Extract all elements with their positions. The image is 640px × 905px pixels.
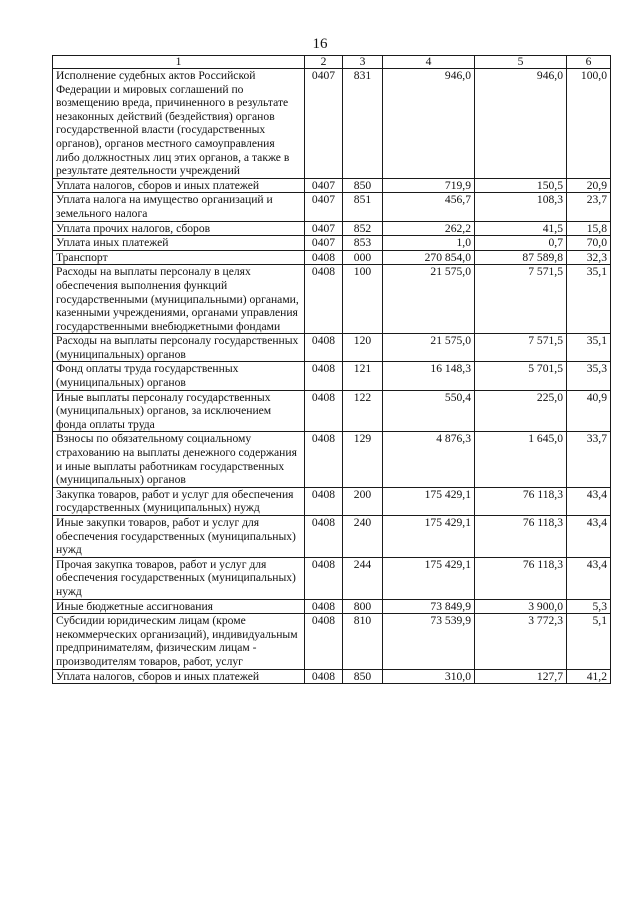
- planned-amount-cell: 262,2: [383, 221, 475, 236]
- section-code-cell: 0408: [305, 334, 343, 362]
- execution-percent-cell: 43,4: [567, 487, 611, 515]
- expense-type-code-cell: 850: [343, 669, 383, 684]
- expense-type-code-cell: 120: [343, 334, 383, 362]
- actual-amount-cell: 7 571,5: [475, 265, 567, 334]
- expense-name-cell: Прочая закупка товаров, работ и услуг для обеспечения государственных (муниципальных) нужд: [53, 557, 305, 599]
- expense-name-cell: Исполнение судебных актов Российской Федерации и мировых соглашений по возмещению вреда, причиненного в результате незаконных действий (бездействия) органов государственной власти (государственных органов), органов местного самоуправления либо должностных лиц этих органов, а также в результате деятельности учреждений: [53, 69, 305, 179]
- table-row: [53, 557, 611, 599]
- section-code-cell: 0408: [305, 614, 343, 669]
- actual-amount-cell: 87 589,8: [475, 250, 567, 265]
- expense-type-code-cell: 200: [343, 487, 383, 515]
- actual-amount-cell: 225,0: [475, 390, 567, 432]
- expense-name-cell: Взносы по обязательному социальному страхованию на выплаты денежного содержания и иные выплаты работникам государственных (муниципальных) органов: [53, 432, 305, 487]
- execution-percent-cell: 15,8: [567, 221, 611, 236]
- section-code-cell: 0408: [305, 487, 343, 515]
- expense-type-code-cell: 121: [343, 362, 383, 390]
- section-code-cell: 0408: [305, 250, 343, 265]
- actual-amount-cell: 150,5: [475, 178, 567, 193]
- section-code-cell: 0407: [305, 178, 343, 193]
- execution-percent-cell: 40,9: [567, 390, 611, 432]
- planned-amount-cell: 456,7: [383, 193, 475, 221]
- expense-name-cell: Транспорт: [53, 250, 305, 265]
- expense-type-code-cell: 122: [343, 390, 383, 432]
- expense-type-code-cell: 244: [343, 557, 383, 599]
- table-row: [53, 516, 611, 558]
- execution-percent-cell: 100,0: [567, 69, 611, 179]
- expense-type-code-cell: 810: [343, 614, 383, 669]
- planned-amount-cell: 4 876,3: [383, 432, 475, 487]
- section-code-cell: 0408: [305, 516, 343, 558]
- expense-name-cell: Уплата налога на имущество организаций и земельного налога: [53, 193, 305, 221]
- expense-type-code-cell: 831: [343, 69, 383, 179]
- execution-percent-cell: 20,9: [567, 178, 611, 193]
- expense-name-cell: Иные выплаты персоналу государственных (муниципальных) органов, за исключением фонда оплаты труда: [53, 390, 305, 432]
- section-code-cell: 0408: [305, 265, 343, 334]
- planned-amount-cell: 310,0: [383, 669, 475, 684]
- table-row: [53, 250, 611, 265]
- table-row: [53, 221, 611, 236]
- execution-percent-cell: 43,4: [567, 516, 611, 558]
- expense-type-code-cell: 240: [343, 516, 383, 558]
- actual-amount-cell: 41,5: [475, 221, 567, 236]
- execution-percent-cell: 41,2: [567, 669, 611, 684]
- expense-name-cell: Расходы на выплаты персоналу в целях обеспечения выполнения функций государственными (муниципальными) органами, казенными учреждениями, органами управления государственными внебюджетными фондами: [53, 265, 305, 334]
- expense-name-cell: Субсидии юридическим лицам (кроме некоммерческих организаций), индивидуальным предпринимателям, физическим лицам - производителям товаров, работ, услуг: [53, 614, 305, 669]
- table-row: [53, 390, 611, 432]
- expense-name-cell: Расходы на выплаты персоналу государственных (муниципальных) органов: [53, 334, 305, 362]
- actual-amount-cell: 0,7: [475, 236, 567, 251]
- actual-amount-cell: 76 118,3: [475, 487, 567, 515]
- actual-amount-cell: 127,7: [475, 669, 567, 684]
- expense-name-cell: Иные закупки товаров, работ и услуг для обеспечения государственных (муниципальных) нужд: [53, 516, 305, 558]
- table-header-row: [53, 56, 611, 69]
- actual-amount-cell: 76 118,3: [475, 557, 567, 599]
- expense-name-cell: Закупка товаров, работ и услуг для обеспечения государственных (муниципальных) нужд: [53, 487, 305, 515]
- page-number: 16: [312, 36, 328, 52]
- actual-amount-cell: 946,0: [475, 69, 567, 179]
- planned-amount-cell: 1,0: [383, 236, 475, 251]
- budget-execution-table: [52, 55, 611, 684]
- execution-percent-cell: 35,1: [567, 334, 611, 362]
- column-header: 4: [383, 56, 475, 69]
- expense-type-code-cell: 000: [343, 250, 383, 265]
- section-code-cell: 0408: [305, 432, 343, 487]
- actual-amount-cell: 3 772,3: [475, 614, 567, 669]
- planned-amount-cell: 73 539,9: [383, 614, 475, 669]
- actual-amount-cell: 7 571,5: [475, 334, 567, 362]
- planned-amount-cell: 946,0: [383, 69, 475, 179]
- expense-name-cell: Уплата прочих налогов, сборов: [53, 221, 305, 236]
- expense-name-cell: Уплата иных платежей: [53, 236, 305, 251]
- table-row: [53, 178, 611, 193]
- section-code-cell: 0407: [305, 193, 343, 221]
- actual-amount-cell: 1 645,0: [475, 432, 567, 487]
- execution-percent-cell: 5,3: [567, 599, 611, 614]
- execution-percent-cell: 70,0: [567, 236, 611, 251]
- table-row: [53, 599, 611, 614]
- expense-type-code-cell: 851: [343, 193, 383, 221]
- section-code-cell: 0407: [305, 236, 343, 251]
- table-row: [53, 236, 611, 251]
- expense-name-cell: Уплата налогов, сборов и иных платежей: [53, 178, 305, 193]
- table-row: [53, 487, 611, 515]
- actual-amount-cell: 76 118,3: [475, 516, 567, 558]
- planned-amount-cell: 719,9: [383, 178, 475, 193]
- execution-percent-cell: 23,7: [567, 193, 611, 221]
- table-row: [53, 362, 611, 390]
- expense-type-code-cell: 100: [343, 265, 383, 334]
- planned-amount-cell: 550,4: [383, 390, 475, 432]
- expense-name-cell: Фонд оплаты труда государственных (муниципальных) органов: [53, 362, 305, 390]
- expense-type-code-cell: 129: [343, 432, 383, 487]
- table-row: [53, 193, 611, 221]
- section-code-cell: 0408: [305, 669, 343, 684]
- section-code-cell: 0408: [305, 390, 343, 432]
- execution-percent-cell: 35,1: [567, 265, 611, 334]
- planned-amount-cell: 21 575,0: [383, 265, 475, 334]
- planned-amount-cell: 175 429,1: [383, 487, 475, 515]
- column-header: 3: [343, 56, 383, 69]
- table-row: [53, 265, 611, 334]
- section-code-cell: 0407: [305, 221, 343, 236]
- execution-percent-cell: 35,3: [567, 362, 611, 390]
- expense-type-code-cell: 853: [343, 236, 383, 251]
- planned-amount-cell: 270 854,0: [383, 250, 475, 265]
- section-code-cell: 0408: [305, 557, 343, 599]
- table-row: [53, 69, 611, 179]
- section-code-cell: 0407: [305, 69, 343, 179]
- column-header: 6: [567, 56, 611, 69]
- table-row: [53, 334, 611, 362]
- table-row: [53, 669, 611, 684]
- table-row: [53, 432, 611, 487]
- expense-name-cell: Иные бюджетные ассигнования: [53, 599, 305, 614]
- actual-amount-cell: 5 701,5: [475, 362, 567, 390]
- execution-percent-cell: 33,7: [567, 432, 611, 487]
- planned-amount-cell: 175 429,1: [383, 516, 475, 558]
- column-header: 2: [305, 56, 343, 69]
- column-header: 5: [475, 56, 567, 69]
- section-code-cell: 0408: [305, 599, 343, 614]
- planned-amount-cell: 175 429,1: [383, 557, 475, 599]
- planned-amount-cell: 73 849,9: [383, 599, 475, 614]
- column-header: 1: [53, 56, 305, 69]
- expense-type-code-cell: 800: [343, 599, 383, 614]
- expense-type-code-cell: 852: [343, 221, 383, 236]
- planned-amount-cell: 21 575,0: [383, 334, 475, 362]
- planned-amount-cell: 16 148,3: [383, 362, 475, 390]
- actual-amount-cell: 3 900,0: [475, 599, 567, 614]
- execution-percent-cell: 5,1: [567, 614, 611, 669]
- table-row: [53, 614, 611, 669]
- expense-type-code-cell: 850: [343, 178, 383, 193]
- execution-percent-cell: 43,4: [567, 557, 611, 599]
- expense-name-cell: Уплата налогов, сборов и иных платежей: [53, 669, 305, 684]
- actual-amount-cell: 108,3: [475, 193, 567, 221]
- execution-percent-cell: 32,3: [567, 250, 611, 265]
- section-code-cell: 0408: [305, 362, 343, 390]
